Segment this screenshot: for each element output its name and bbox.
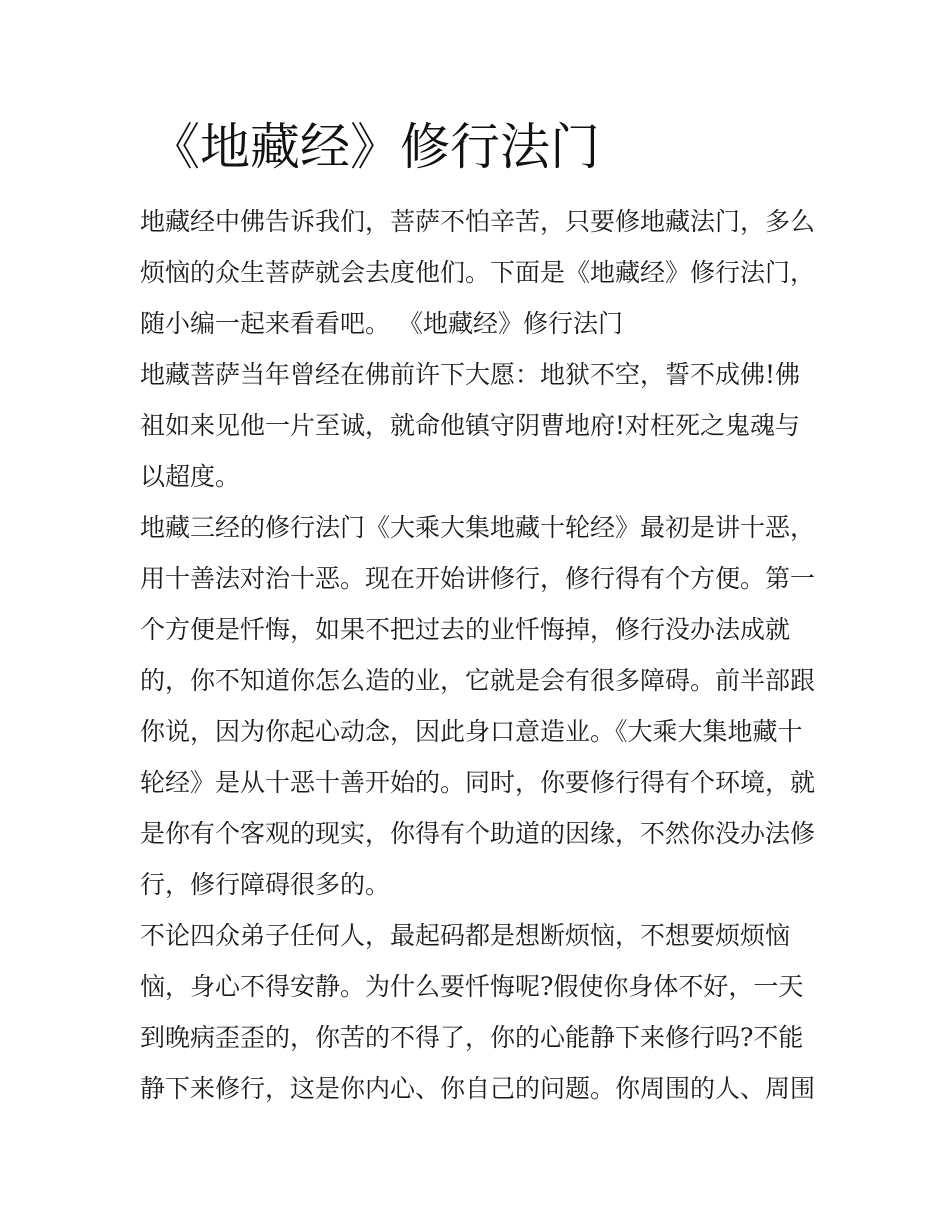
- text-line: 用十善法对治十恶。现在开始讲修行，修行得有个方便。第一: [140, 564, 816, 593]
- text-line: 随小编一起来看看吧。 《地藏经》修行法门: [140, 309, 623, 338]
- text-line: 到晚病歪歪的，你苦的不得了，你的心能静下来修行吗?不能: [140, 1023, 804, 1052]
- text-line: 的，你不知道你怎么造的业，它就是会有很多障碍。前半部跟: [140, 666, 816, 695]
- text-line: 不论四众弟子任何人，最起码都是想断烦恼，不想要烦烦恼: [140, 921, 791, 950]
- text-line: 地藏菩萨当年曾经在佛前许下大愿：地狱不空，誓不成佛!佛: [140, 360, 801, 389]
- text-line: 烦恼的众生菩萨就会去度他们。下面是《地藏经》修行法门，: [140, 258, 816, 287]
- text-line: 恼，身心不得安静。为什么要忏悔呢?假使你身体不好，一天: [140, 972, 804, 1001]
- document-title: 《地藏经》修行法门: [150, 118, 600, 176]
- text-line: 你说，因为你起心动念，因此身口意造业。《大乘大集地藏十: [140, 717, 803, 746]
- text-line: 以超度。: [140, 462, 241, 491]
- text-line: 地藏三经的修行法门《大乘大集地藏十轮经》最初是讲十恶，: [140, 513, 816, 542]
- text-line: 静下来修行，这是你内心、你自己的问题。你周围的人、周围: [140, 1074, 816, 1103]
- text-line: 行，修行障碍很多的。: [140, 870, 391, 899]
- text-line: 祖如来见他一片至诚，就命他镇守阴曹地府!对枉死之鬼魂与: [140, 411, 801, 440]
- text-line: 轮经》是从十恶十善开始的。同时，你要修行得有个环境，就: [140, 768, 816, 797]
- text-line: 地藏经中佛告诉我们，菩萨不怕辛苦，只要修地藏法门，多么: [140, 207, 816, 236]
- text-line: 个方便是忏悔，如果不把过去的业忏悔掉，修行没办法成就: [140, 615, 791, 644]
- text-line: 是你有个客观的现实，你得有个助道的因缘，不然你没办法修: [140, 819, 816, 848]
- document-body: [140, 196, 830, 1114]
